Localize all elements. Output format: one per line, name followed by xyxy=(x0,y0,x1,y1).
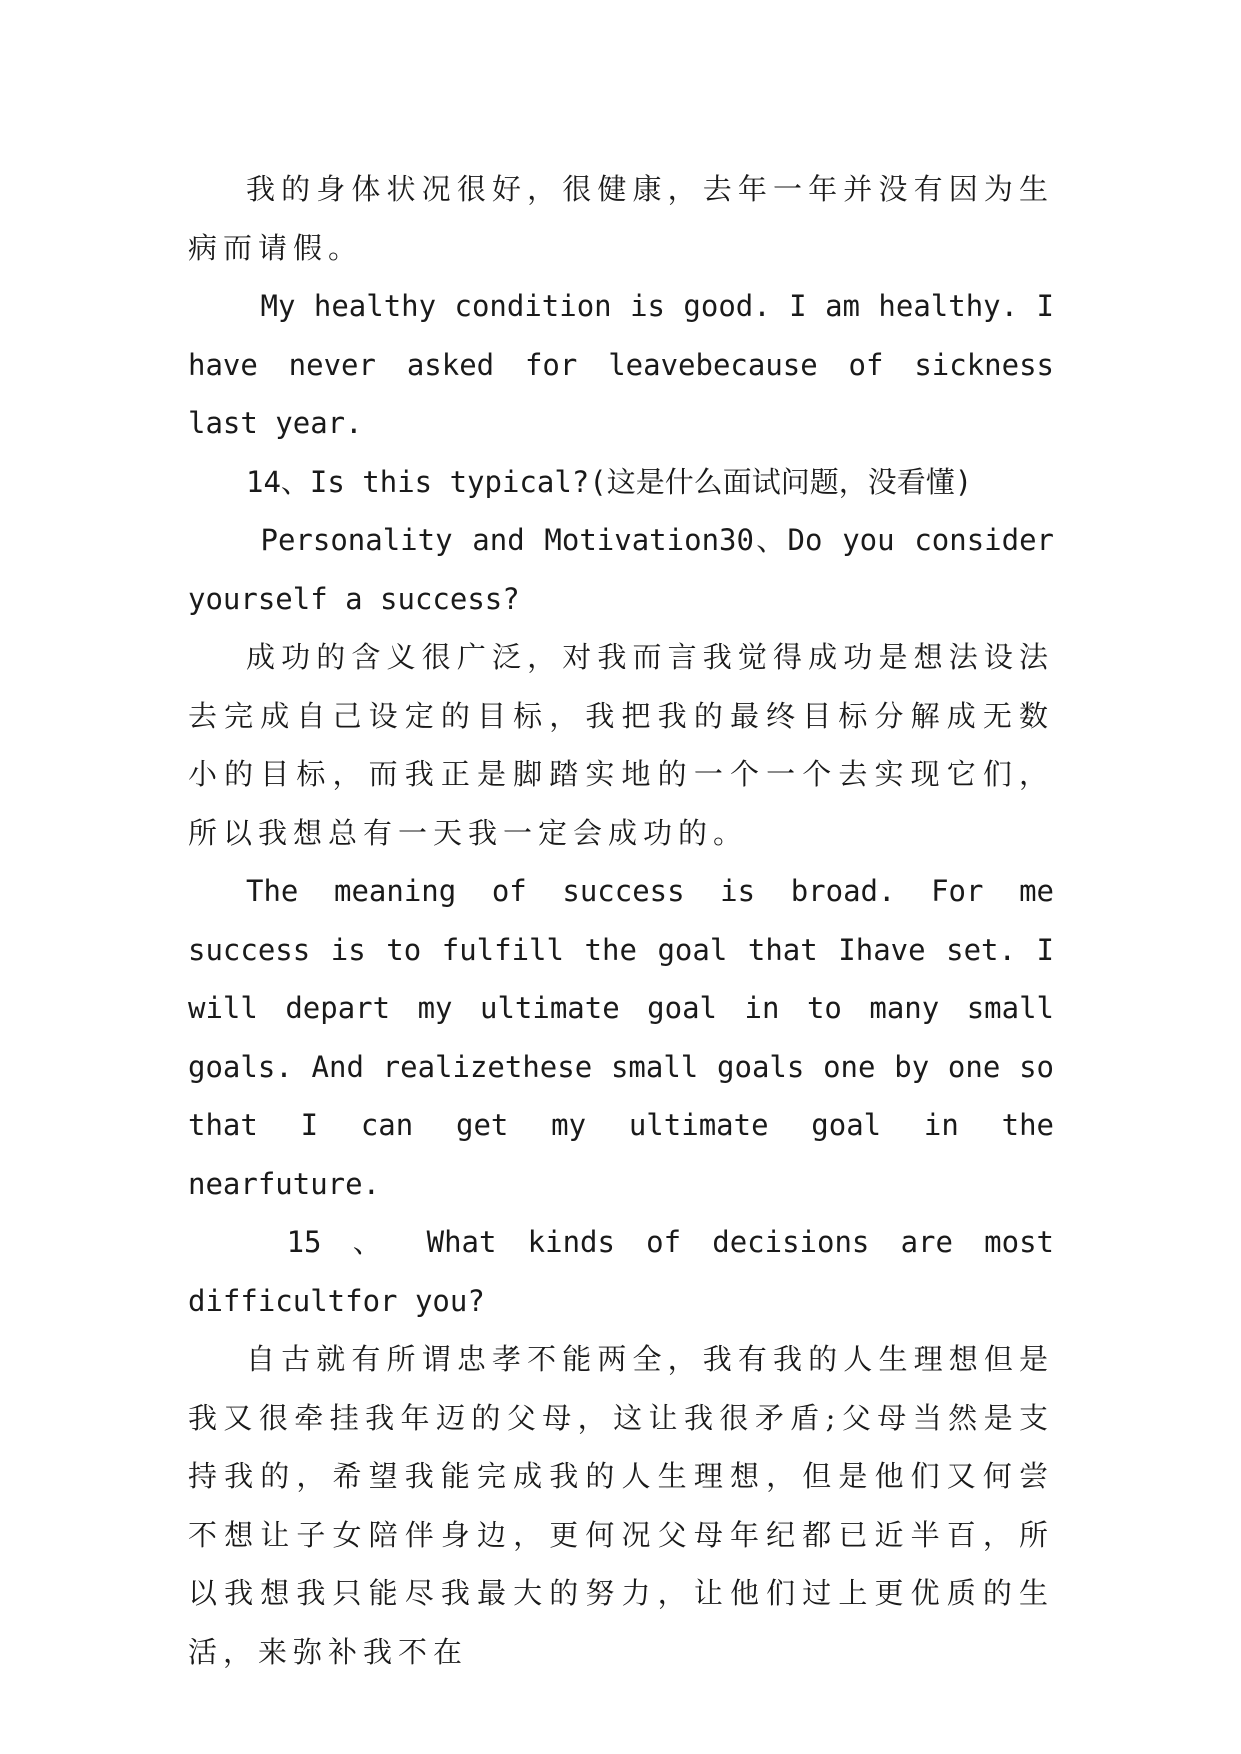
document-body xyxy=(188,160,1054,1681)
question-15: 15 、 What kinds of decisions are most difficultfor you? xyxy=(188,1225,1054,1318)
question-14: 14、Is this typical?(这是什么面试问题，没看懂) xyxy=(246,464,973,499)
paragraph-success-zh: 成功的含义很广泛，对我而言我觉得成功是想法设法去完成自己设定的目标，我把我的最终目标分解成无数小的目标，而我正是脚踏实地的一个一个去实现它们，所以我想总有一天我一定会成功的。 xyxy=(188,640,1054,850)
question-30: Personality and Motivation30、Do you consider yourself a success? xyxy=(188,523,1054,616)
paragraph-health-en: My healthy condition is good. I am healthy. I have never asked for leavebecause of sickness last year. xyxy=(188,289,1054,440)
paragraph-health-zh: 我的身体状况很好，很健康，去年一年并没有因为生病而请假。 xyxy=(188,172,1054,265)
paragraph-success-en: The meaning of success is broad. For me success is to fulfill the goal that Ihave set. I will depart my ultimate goal in to many small goals. And realizethese small goals one by one so that I can get my ultimate goal in the nearfuture. xyxy=(188,874,1054,1201)
paragraph-decisions-zh: 自古就有所谓忠孝不能两全，我有我的人生理想但是我又很牵挂我年迈的父母，这让我很矛盾;父母当然是支持我的，希望我能完成我的人生理想，但是他们又何尝不想让子女陪伴身边，更何况父母年纪都已近半百，所以我想我只能尽我最大的努力，让他们过上更优质的生活，来弥补我不在 xyxy=(188,1342,1054,1669)
